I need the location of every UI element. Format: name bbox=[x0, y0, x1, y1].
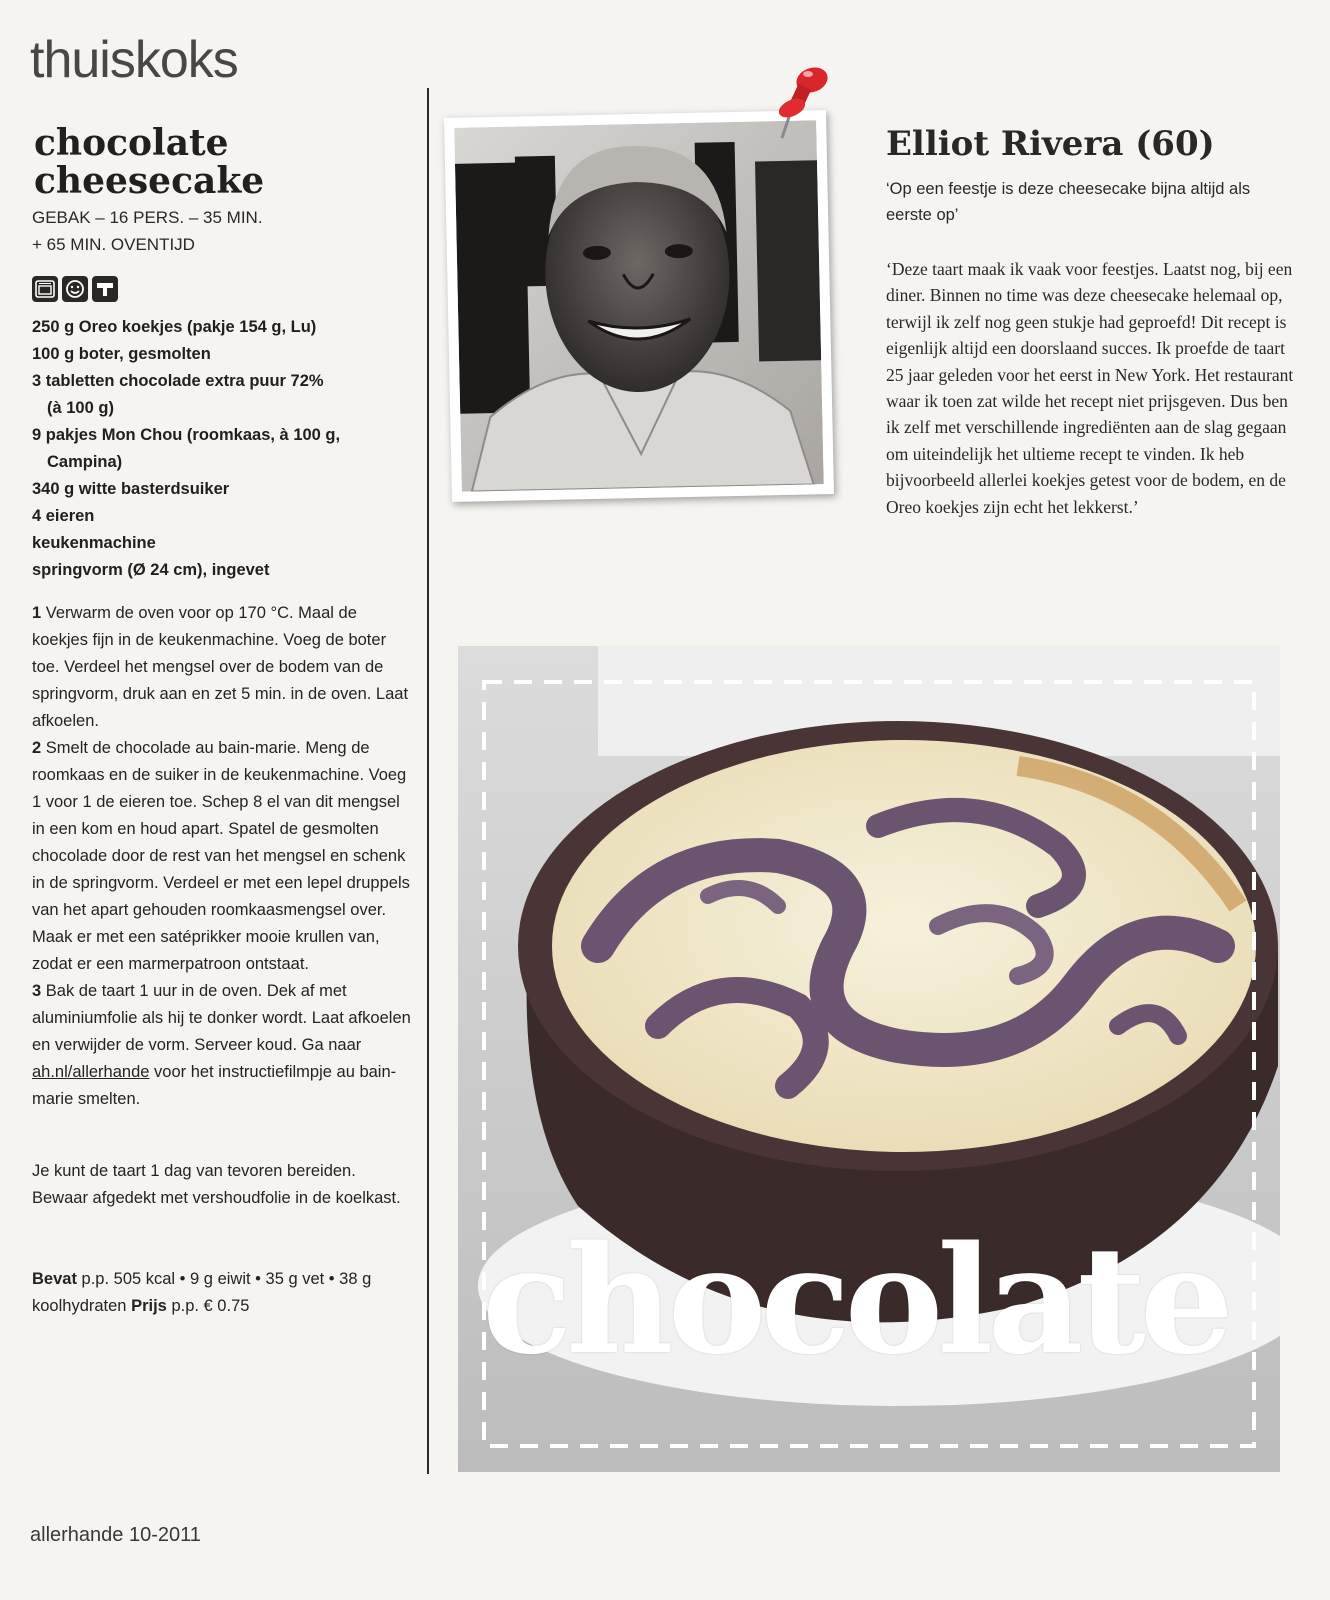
footer-issue: allerhande 10-2011 bbox=[30, 1524, 201, 1546]
recipe-icon-row bbox=[32, 276, 118, 302]
preparation-steps bbox=[32, 600, 412, 1113]
ingredient-item: 250 g Oreo koekjes (pakje 154 g, Lu) bbox=[32, 318, 317, 336]
recipe-meta-line1: GEBAK – 16 PERS. – 35 MIN. bbox=[32, 208, 263, 227]
person-quote: ‘Op een feestje is deze cheesecake bijna altijd als eerste op’ bbox=[886, 180, 1251, 224]
ingredient-list bbox=[32, 314, 412, 584]
column-divider bbox=[427, 88, 429, 1474]
ingredient-item: springvorm (Ø 24 cm), ingevet bbox=[32, 561, 270, 579]
recipe-title-line2: cheesecake bbox=[34, 160, 265, 202]
step-number: 1 bbox=[32, 604, 42, 622]
ingredient-item: 340 g witte basterdsuiker bbox=[32, 480, 230, 498]
ingredient-continuation: Campina) bbox=[47, 453, 123, 471]
nutrition-info bbox=[32, 1266, 412, 1320]
recipe-title bbox=[34, 124, 394, 200]
step-1 bbox=[32, 600, 412, 735]
allerhande-link[interactable]: ah.nl/allerhande bbox=[32, 1063, 150, 1081]
oven-icon bbox=[32, 276, 58, 302]
ingredient-item: 9 pakjes Mon Chou (roomkaas, à 100 g, bbox=[32, 426, 341, 444]
cake-slice-icon bbox=[92, 276, 118, 302]
ingredient-item bbox=[32, 449, 412, 476]
nutrition-label: Bevat bbox=[32, 1270, 77, 1288]
ingredient-item: 100 g boter, gesmolten bbox=[32, 345, 211, 363]
portrait-photo bbox=[444, 110, 834, 502]
recipe-title-line1: chocolate bbox=[34, 122, 229, 164]
step-number: 3 bbox=[32, 982, 42, 1000]
photo-overlay-word: chocolate bbox=[482, 1213, 1228, 1387]
person-story: ‘Deze taart maak ik vaak voor feestjes. Laatst nog, bij een diner. Binnen no time was deze cheesecake helemaal op, terwijl ik zelf nog geen stukje had geproefd! Dit recept is eigenlijk altijd een doorslaand succes. Ik proefde de taart 25 jaar geleden voor het eerst in New York. Het restaurant waar ik toen zat wilde het recept niet prijsgeven. Dus ben ik zelf met verschillende ingrediënten aan de slag gegaan om uiteindelijk het ultieme recept te vinden. Ik heb bijvoorbeeld allerlei koekjes getest voor de bodem, en de Oreo koekjes zijn echt het lekkerst.’ bbox=[886, 259, 1294, 517]
step-2 bbox=[32, 735, 412, 978]
ingredient-item bbox=[32, 395, 412, 422]
person-name: Elliot Rivera (60) bbox=[886, 124, 1215, 164]
recipe-meta bbox=[32, 204, 402, 258]
nutrition-values: p.p. 505 kcal • 9 g eiwit • 35 g vet • 38 g koolhydraten bbox=[32, 1270, 372, 1315]
recipe-meta-line2: + 65 MIN. OVENTIJD bbox=[32, 235, 195, 254]
portrait-image bbox=[454, 120, 824, 492]
smiley-icon bbox=[62, 276, 88, 302]
price-label: Prijs bbox=[131, 1297, 167, 1315]
ingredient-item: 4 eieren bbox=[32, 507, 95, 525]
step-text-after: voor het instructiefilmpje au bain-marie smelten. bbox=[32, 1063, 397, 1108]
step-text: Bak de taart 1 uur in de oven. Dek af met aluminiumfolie als hij te donker wordt. Laat afkoelen en verwijder de vorm. Serveer koud. Ga naar bbox=[32, 982, 411, 1054]
ingredient-continuation: (à 100 g) bbox=[47, 399, 114, 417]
recipe-tip: Je kunt de taart 1 dag van tevoren bereiden. Bewaar afgedekt met vershoudfolie in de koelkast. bbox=[32, 1162, 401, 1207]
step-text: Verwarm de oven voor op 170 °C. Maal de koekjes fijn in de keukenmachine. Voeg de boter toe. Verdeel het mengsel over de bodem van de springvorm, druk aan en zet 5 min. in de oven. Laat afkoelen. bbox=[32, 604, 409, 730]
push-pin-icon bbox=[770, 62, 834, 147]
section-label: thuiskoks bbox=[30, 31, 238, 89]
ingredient-item: keukenmachine bbox=[32, 534, 156, 552]
step-3 bbox=[32, 978, 412, 1113]
price-value: p.p. € 0.75 bbox=[166, 1297, 250, 1315]
step-number: 2 bbox=[32, 739, 42, 757]
step-text: Smelt de chocolade au bain-marie. Meng de roomkaas en de suiker in de keukenmachine. Voeg 1 voor 1 de eieren toe. Schep 8 el van dit mengsel in een kom en houd apart. Spatel de gesmolten chocolade door de rest van het mengsel en schenk in de springvorm. Verdeel er met een lepel druppels van het apart gehouden roomkaasmengsel over. Maak er met een satéprikker mooie krullen van, zodat er een marmerpatroon ontstaat. bbox=[32, 739, 410, 973]
ingredient-item: 3 tabletten chocolade extra puur 72% bbox=[32, 372, 324, 390]
